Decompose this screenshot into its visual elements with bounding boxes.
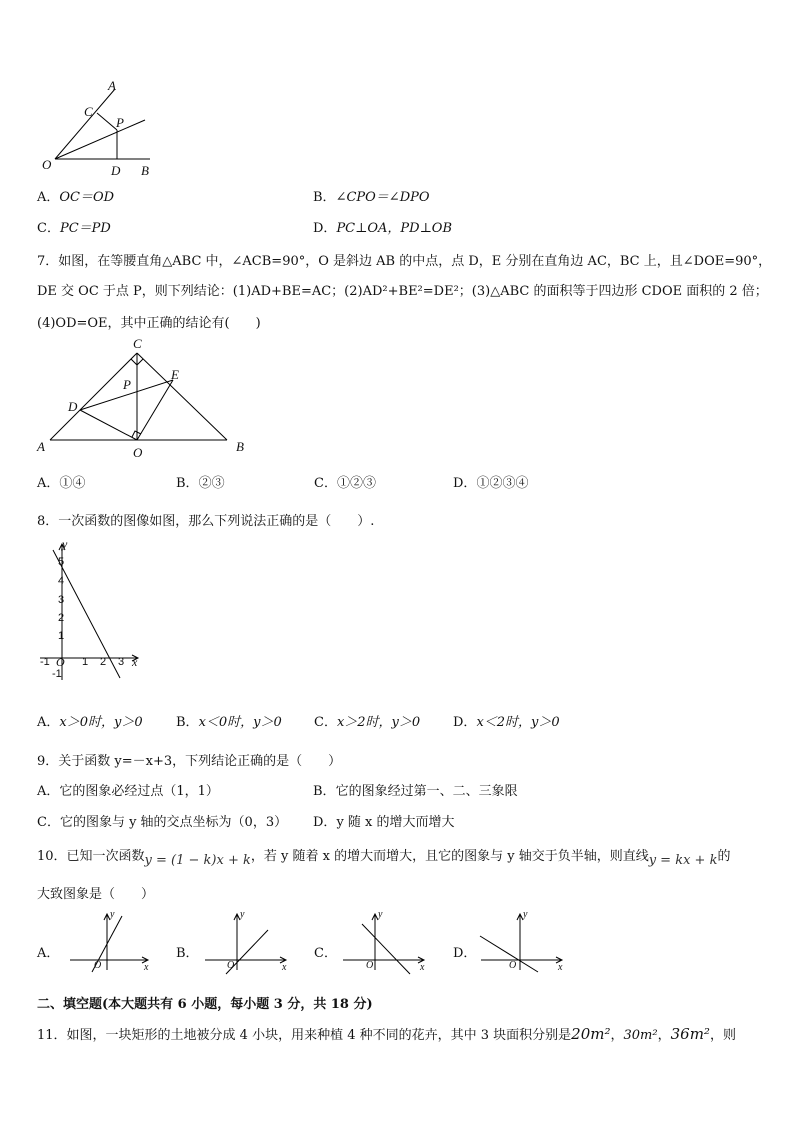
q8-stem: 8．一次函数的图像如图，那么下列说法正确的是（ ）. xyxy=(37,514,375,529)
q9-option-c[interactable]: C．它的图象与 y 轴的交点坐标为（0，3） xyxy=(37,815,288,830)
segment-od xyxy=(80,410,137,440)
ray-op xyxy=(55,120,145,159)
x-tick-3: 3 xyxy=(118,656,125,668)
label-c: C xyxy=(84,104,93,119)
q10-graph-a xyxy=(62,910,152,975)
q10-option-d-label[interactable]: D． xyxy=(453,946,477,961)
q9-stem: 9．关于函数 y=－x+3，下列结论正确的是（ ） xyxy=(37,754,342,769)
q10-option-b-label[interactable]: B． xyxy=(176,946,199,961)
ray-oa xyxy=(55,89,115,159)
q10-graph-b xyxy=(200,910,290,975)
side-ac xyxy=(50,353,137,440)
q10-a-origin-label: O xyxy=(94,960,102,971)
section-title: 二、填空题(本大题共有 6 小题，每小题 3 分，共 18 分) xyxy=(37,997,373,1012)
q10-graph-d xyxy=(476,910,568,975)
label-o: O xyxy=(42,157,52,172)
origin-label: O xyxy=(56,655,65,669)
q6-option-b[interactable]: B．∠CPO＝∠DPO xyxy=(313,190,430,205)
q10-d-origin-label: O xyxy=(509,960,517,971)
q10-a-x-label: x xyxy=(144,962,149,973)
q7-option-a[interactable]: A．①④ xyxy=(37,476,86,491)
q6-option-d[interactable]: D．PC⊥OA，PD⊥OB xyxy=(313,221,453,236)
q10-option-c-label[interactable]: C． xyxy=(314,946,337,961)
area-1: 20m² xyxy=(571,1025,611,1043)
label-b: B xyxy=(141,163,149,178)
segment-pc xyxy=(97,113,117,130)
y-tick-1: 1 xyxy=(58,630,65,642)
side-cb xyxy=(137,353,227,440)
y-tick-4: 4 xyxy=(58,575,65,587)
q10-b-x-label: x xyxy=(282,962,287,973)
label-d: D xyxy=(111,163,121,178)
q10-a-y-label: y xyxy=(110,909,115,920)
label-b: B xyxy=(236,439,244,454)
q10-c-y-label: y xyxy=(378,909,383,920)
y-tick-neg1: -1 xyxy=(52,668,62,680)
q7-stem-line3: (4)OD=OE，其中正确的结论有( ) xyxy=(37,316,261,331)
area-2: 30m² xyxy=(623,1028,658,1043)
y-axis-label: y xyxy=(62,537,68,551)
q10-b-y-label: y xyxy=(240,909,245,920)
q10-option-a-label[interactable]: A． xyxy=(37,946,60,961)
q8-option-d[interactable]: D．x＜2时，y＞0 xyxy=(453,715,560,730)
label-p: P xyxy=(123,377,131,392)
y-tick-5: 5 xyxy=(58,556,65,568)
q7-figure xyxy=(40,340,255,455)
label-c: C xyxy=(133,336,142,351)
q10-c-origin-label: O xyxy=(366,960,374,971)
q7-option-c[interactable]: C．①②③ xyxy=(314,476,376,491)
q9-option-d[interactable]: D．y 随 x 的增大而增大 xyxy=(313,815,455,830)
q9-option-b[interactable]: B．它的图象经过第一、二、三象限 xyxy=(313,784,518,799)
area-3: 36m² xyxy=(670,1025,710,1043)
q10-stem-line1: 10．已知一次函数y = (1 − k)x + k，若 y 随着 x 的增大而增大，且它的图象与 y 轴交于负半轴，则直线y = kx + k的 xyxy=(37,849,731,868)
q7-stem-line1: 7．如图，在等腰直角△ABC 中，∠ACB=90°，O 是斜边 AB 的中点，点 D，E 分别在直角边 AC，BC 上，且∠DOE=90°， xyxy=(37,254,772,269)
q8-graph xyxy=(35,540,145,685)
q9-option-a[interactable]: A．它的图象必经过点（1，1） xyxy=(37,784,219,799)
label-a: A xyxy=(37,439,45,454)
label-d: D xyxy=(68,399,78,414)
formula-2: y = kx + k xyxy=(648,853,718,868)
q7-option-b[interactable]: B．②③ xyxy=(176,476,225,491)
q10-b-origin-label: O xyxy=(227,960,235,971)
q6-option-a[interactable]: A．OC＝OD xyxy=(37,190,115,205)
segment-oe xyxy=(137,380,173,440)
q6-option-c[interactable]: C．PC＝PD xyxy=(37,221,111,236)
q7-option-d[interactable]: D．①②③④ xyxy=(453,476,529,491)
formula-1: y = (1 − k)x + k xyxy=(144,853,251,868)
q8-option-c[interactable]: C．x＞2时，y＞0 xyxy=(314,715,421,730)
x-tick-2: 2 xyxy=(100,656,107,668)
label-o: O xyxy=(133,445,143,460)
q10-graph-c xyxy=(338,910,428,975)
q10-d-x-label: x xyxy=(558,962,563,973)
y-tick-2: 2 xyxy=(58,612,65,624)
q10-d-y-label: y xyxy=(523,909,528,920)
label-e: E xyxy=(171,367,179,382)
label-p: P xyxy=(116,115,124,130)
x-tick-1: 1 xyxy=(82,656,89,668)
x-tick-neg1: -1 xyxy=(40,656,50,668)
q10-stem-line2: 大致图象是（ ） xyxy=(37,887,155,902)
q10-c-x-label: x xyxy=(420,962,425,973)
q11-stem: 11．如图，一块矩形的土地被分成 4 小块，用来种植 4 种不同的花卉，其中 3 块面积分别是20m²，30m²，36m²，则 xyxy=(37,1025,736,1043)
q8-option-a[interactable]: A．x＞0时，y＞0 xyxy=(37,715,143,730)
q7-stem-line2: DE 交 OC 于点 P，则下列结论：(1)AD+BE=AC；(2)AD²+BE²=DE²；(3)△ABC 的面积等于四边形 CDOE 面积的 2 倍； xyxy=(37,284,768,299)
x-axis-label: x xyxy=(132,655,138,669)
label-a: A xyxy=(108,78,116,93)
y-tick-3: 3 xyxy=(58,594,65,606)
q8-option-b[interactable]: B．x＜0时，y＞0 xyxy=(176,715,282,730)
